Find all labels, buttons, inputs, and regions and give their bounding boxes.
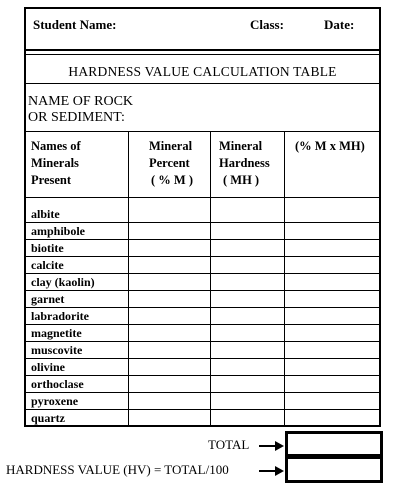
table-row: [24, 273, 381, 290]
class-label: Class:: [250, 17, 284, 32]
mineral-name: labradorite: [31, 309, 89, 323]
mineral-name: calcite: [31, 258, 64, 272]
header-divider-1: [24, 49, 381, 51]
rock-divider: [24, 131, 381, 132]
date-label: Date:: [324, 17, 355, 32]
title-divider: [24, 83, 381, 84]
mineral-name: orthoclase: [31, 377, 84, 391]
student-name-label: Student Name:: [33, 17, 117, 32]
total-box[interactable]: [285, 431, 383, 457]
mineral-name: pyroxene: [31, 394, 79, 408]
col-header-percent: Mineral Percent ( % M ): [149, 139, 193, 187]
mineral-name: muscovite: [31, 343, 83, 357]
table-row: [24, 409, 381, 426]
table-row: [24, 392, 381, 409]
col-header-names: Names of Minerals Present: [31, 139, 81, 187]
mineral-name: quartz: [31, 411, 65, 425]
table-row: [24, 375, 381, 392]
col-header-divider: [24, 197, 381, 198]
table-row: [24, 307, 381, 324]
hardness-value-label: HARDNESS VALUE (HV) = TOTAL/100: [6, 462, 229, 477]
table-row: [24, 290, 381, 307]
mineral-name: garnet: [31, 292, 65, 306]
table-row: [24, 239, 381, 256]
mineral-name: amphibole: [31, 224, 86, 238]
table-row: [24, 358, 381, 375]
table-row: [24, 324, 381, 341]
total-label: TOTAL: [208, 437, 250, 452]
mineral-name: olivine: [31, 360, 66, 374]
col-header-hardness: Mineral Hardness ( MH ): [219, 139, 270, 187]
mineral-name: clay (kaolin): [31, 275, 95, 289]
mineral-name: magnetite: [31, 326, 82, 340]
hv-arrow-icon: [275, 466, 284, 476]
table-row: [24, 341, 381, 358]
total-arrow-icon: [275, 441, 284, 451]
header-divider-2: [24, 54, 381, 55]
table-row: [24, 222, 381, 239]
table-row: [24, 256, 381, 273]
col-header-product: (% M x MH): [295, 139, 365, 153]
rock-name-label-line2: OR SEDIMENT:: [28, 110, 125, 125]
rock-name-label-line1: NAME OF ROCK: [28, 94, 134, 109]
table-title: HARDNESS VALUE CALCULATION TABLE: [68, 64, 337, 79]
table-row: [24, 205, 381, 222]
mineral-name: biotite: [31, 241, 64, 255]
hardness-value-box[interactable]: [285, 456, 383, 483]
mineral-name: albite: [31, 207, 60, 221]
